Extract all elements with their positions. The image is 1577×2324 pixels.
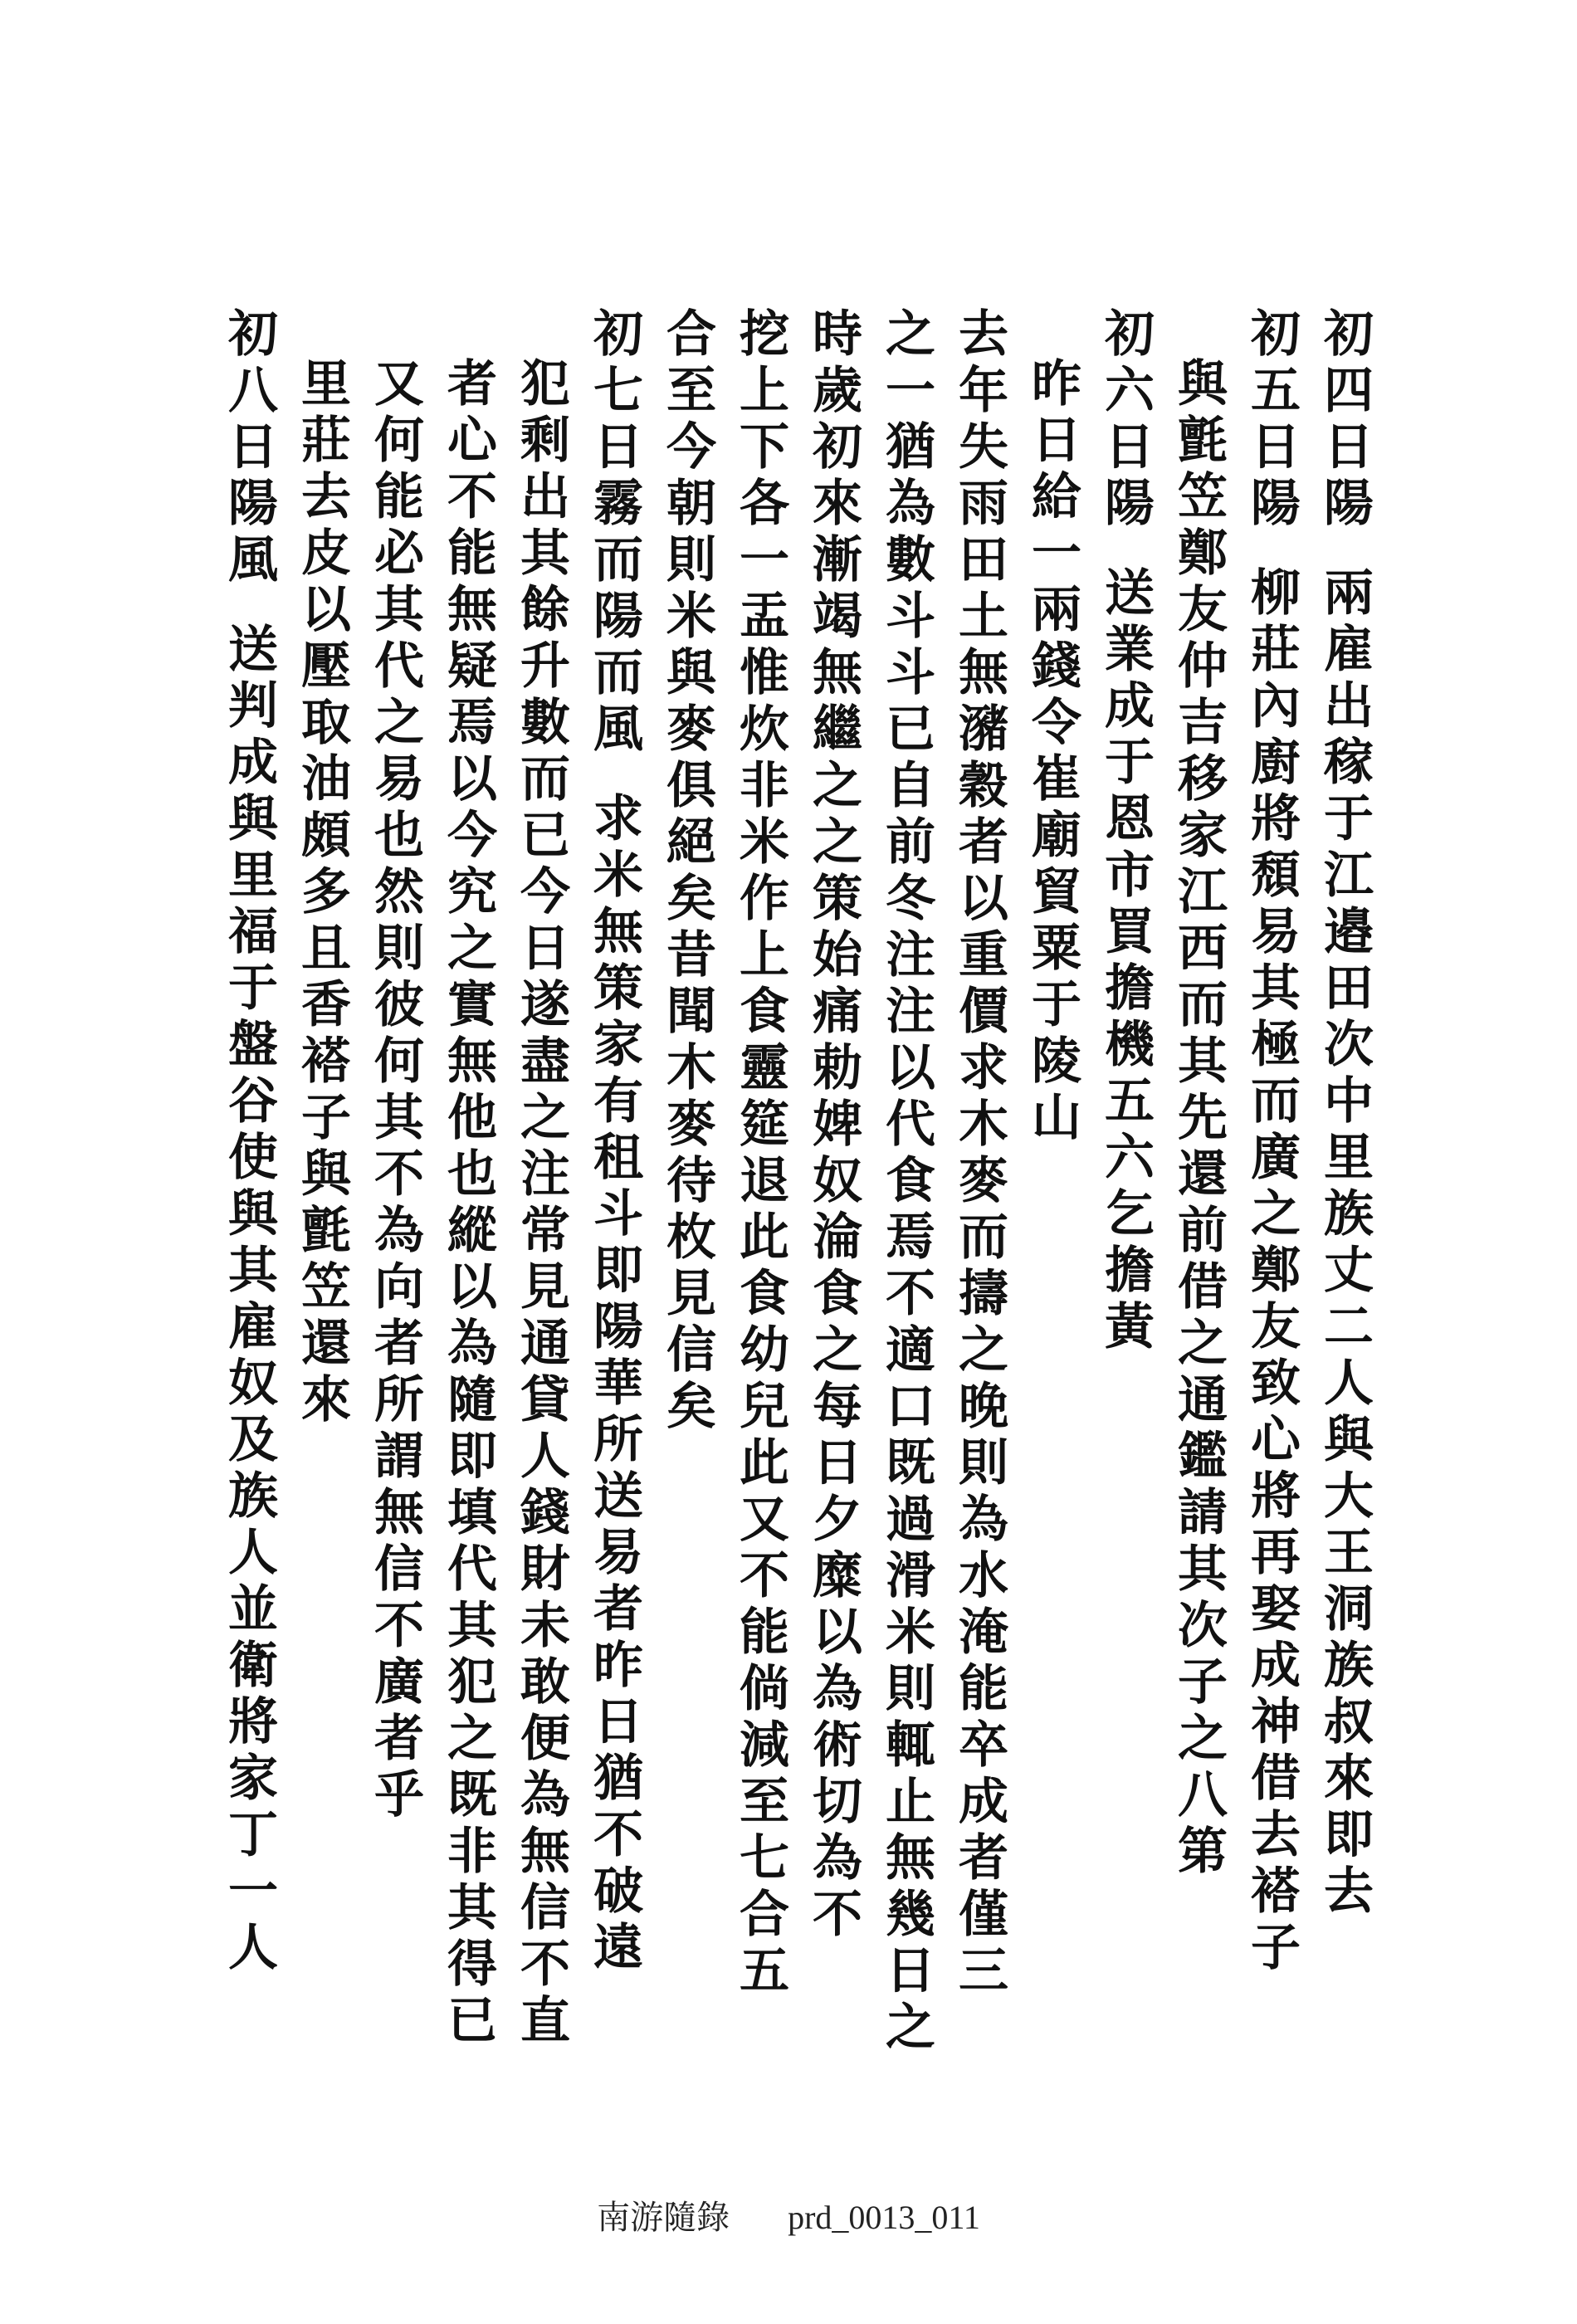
text-column xyxy=(1316,307,1374,1921)
text-column xyxy=(658,307,716,1436)
text-column xyxy=(439,357,497,2050)
document-title: 南游隨錄 xyxy=(597,2199,730,2236)
entry-text: 合至今朝則米與麥俱絕矣昔聞木麥待枚見信矣 xyxy=(658,307,716,1436)
entry-text: 又何能必其代之易也然則彼何其不為向者所謂無信不廣者乎 xyxy=(366,357,424,1824)
manuscript-page xyxy=(208,307,1374,2057)
text-column xyxy=(220,307,278,1977)
entry-text: 兩雇出稼于江邉田次中里族丈二人與大王洞族叔來即去 xyxy=(1316,566,1374,1921)
entry-text: 之一猶為數斗斗已自前冬注注以代食焉不適口既過滑米則輒止無幾日之 xyxy=(877,307,935,2057)
entry-date: 初七日霧而陽而風 xyxy=(585,307,643,759)
entry-text: 送業成于恩市買擔機五六乞擔黃 xyxy=(1096,566,1155,1356)
entry-date: 初六日陽 xyxy=(1096,307,1155,533)
entry-text: 求米無策家有租斗即陽華所送易者昨日猶不破遠 xyxy=(585,792,643,1977)
entry-text: 昨日給一兩錢令崔廟貿粟于陵山 xyxy=(1023,357,1081,1147)
entry-date: 初四日陽 xyxy=(1316,307,1374,533)
page-footer xyxy=(0,2191,1577,2239)
text-column xyxy=(1023,357,1081,1147)
entry-text: 送判成與里福于盤谷使與其雇奴及族人並衛將家丁一人 xyxy=(220,622,278,1977)
entry-text: 去年失雨田土無瀦穀者以重價求木麥而擣之晚則為水淹能卒成者僅三 xyxy=(950,307,1008,2000)
text-column xyxy=(585,307,643,1977)
text-column xyxy=(804,307,862,1944)
entry-date: 初八日陽風 xyxy=(220,307,278,589)
entry-text: 者心不能無疑焉以今究之實無他也縱以為隨即填代其犯之既非其得已 xyxy=(439,357,497,2050)
document-id: prd_0013_011 xyxy=(788,2199,980,2236)
entry-text: 挖上下各一盂惟炊非米作上食靈筵退此食幼兒此又不能倘減至七合五 xyxy=(731,307,789,2000)
text-column xyxy=(1096,307,1155,1356)
text-column xyxy=(731,307,789,2000)
text-column xyxy=(366,357,424,1824)
entry-text: 里莊去皮以壓取油頗多且香褡子與氈笠還來 xyxy=(293,357,351,1429)
text-column xyxy=(512,357,570,2050)
text-column xyxy=(1243,307,1301,1977)
entry-text: 柳莊內廚將頹易其極而廣之鄭友致心將再娶成神借去褡子 xyxy=(1243,566,1301,1977)
entry-text: 與氈笠鄭友仲吉移家江西而其先還前借之通鑑請其次子之八第 xyxy=(1169,357,1228,1881)
text-column xyxy=(1169,357,1228,1881)
text-column xyxy=(877,307,935,2057)
entry-text: 時歲初來漸竭無繼之之策始痛勅婢奴淪食之每日夕糜以為術切為不 xyxy=(804,307,862,1944)
text-column xyxy=(293,357,351,1429)
entry-date: 初五日陽 xyxy=(1243,307,1301,533)
text-column xyxy=(950,307,1008,2000)
entry-text: 犯剩出其餘升數而已今日遂盡之注常見通貸人錢財未敢便為無信不直 xyxy=(512,357,570,2050)
